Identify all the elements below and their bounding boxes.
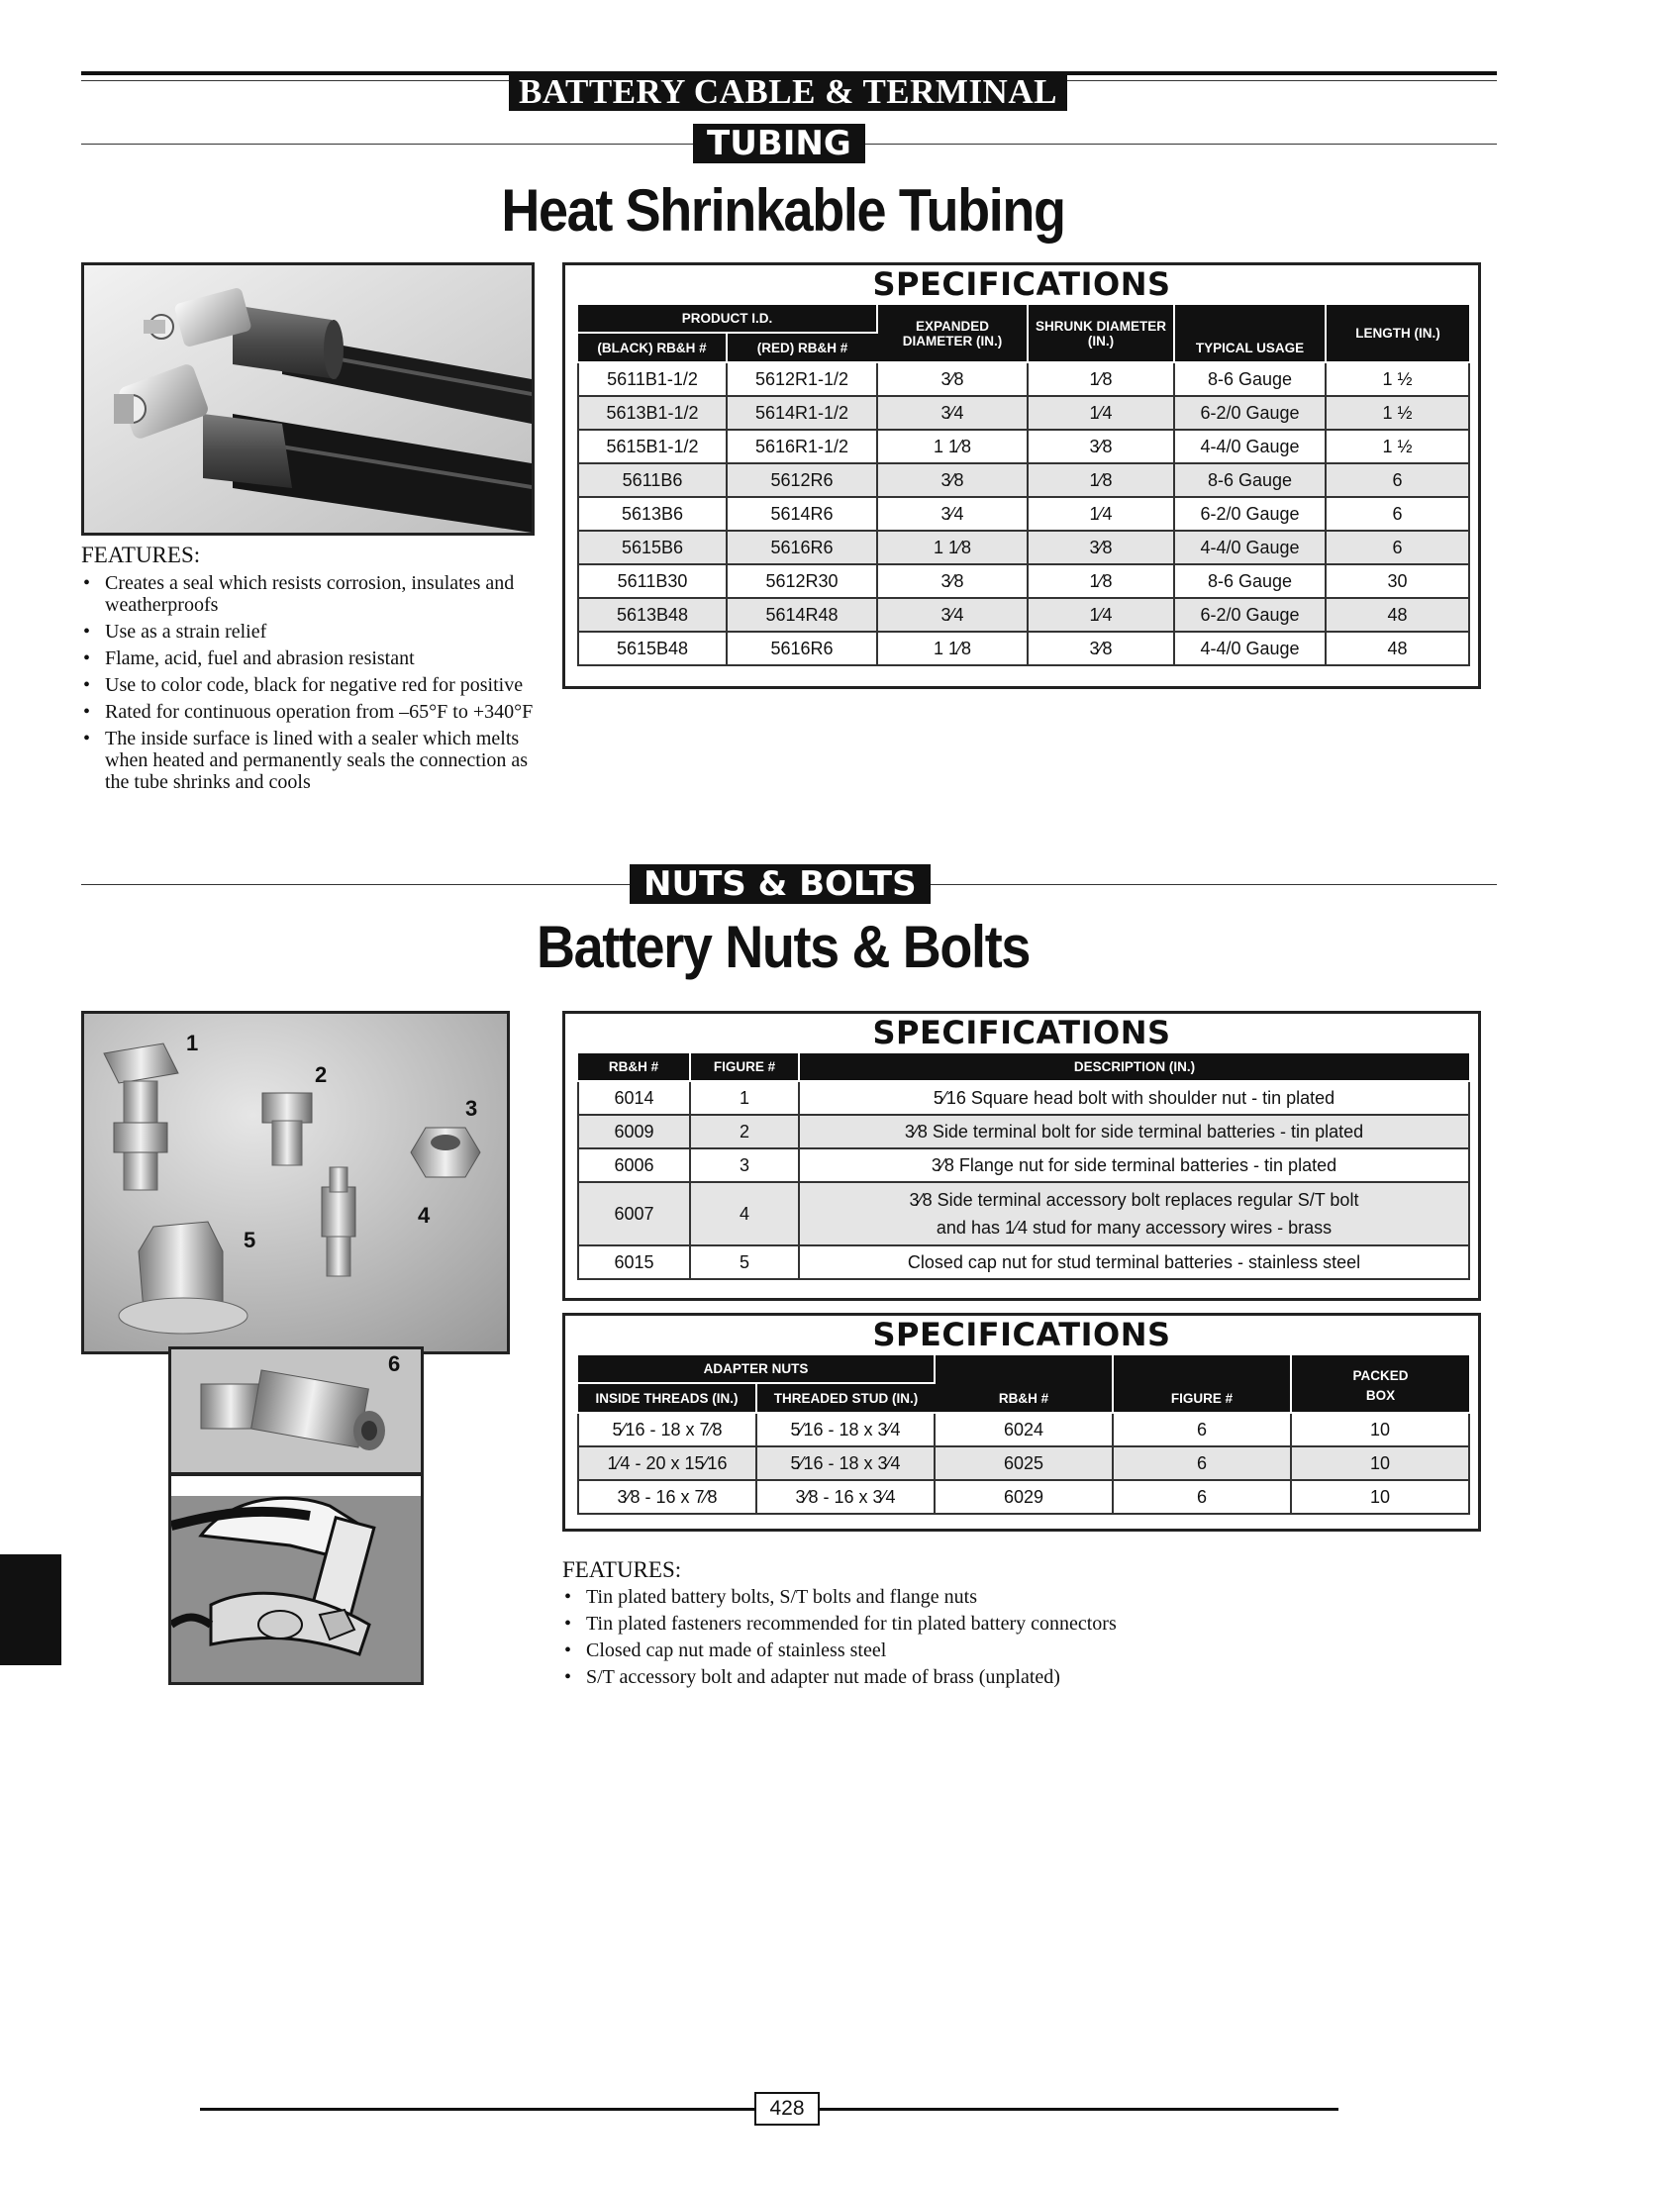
shrunk-diameter-cell: 3⁄8 bbox=[1028, 531, 1174, 564]
table-row bbox=[578, 564, 1469, 598]
description-cell: 3⁄8 Flange nut for side terminal batteries - tin plated bbox=[799, 1148, 1469, 1182]
nuts-bolts-photo bbox=[81, 1011, 510, 1354]
typical-usage-cell: 6-2/0 Gauge bbox=[1174, 598, 1326, 632]
list-item: • The inside surface is lined with a sealer which melts when heated and permanently seals the connection as the tube shrinks and cools bbox=[81, 728, 537, 793]
list-item: • Closed cap nut made of stainless steel bbox=[562, 1639, 1453, 1661]
table-row bbox=[578, 430, 1469, 463]
heat-shrink-tubing-photo bbox=[81, 262, 535, 536]
table-row bbox=[578, 531, 1469, 564]
black-rbh-header: (BLACK) RB&H # bbox=[578, 333, 727, 362]
adapter-spec-title: SPECIFICATIONS bbox=[872, 1316, 1171, 1353]
length-cell: 48 bbox=[1326, 598, 1469, 632]
table-row bbox=[578, 1115, 1469, 1148]
table-row bbox=[578, 1182, 1469, 1245]
typical-usage-cell: 4-4/0 Gauge bbox=[1174, 531, 1326, 564]
tubing-spec-title: SPECIFICATIONS bbox=[872, 265, 1171, 303]
tubing-illustration bbox=[84, 265, 532, 533]
red-rbh-header: (RED) RB&H # bbox=[727, 333, 877, 362]
category-banner: BATTERY CABLE & TERMINAL bbox=[509, 73, 1067, 111]
description-cell bbox=[799, 1182, 1469, 1245]
tubing-page-title: Heat Shrinkable Tubing bbox=[501, 177, 1065, 244]
black-rbh-cell: 5613B1-1/2 bbox=[578, 396, 727, 430]
description-cell: 5⁄16 Square head bolt with shoulder nut - tin plated bbox=[799, 1081, 1469, 1115]
black-rbh-cell: 5615B48 bbox=[578, 632, 727, 665]
list-item: • Use as a strain relief bbox=[81, 621, 537, 643]
typical-usage-cell: 4-4/0 Gauge bbox=[1174, 632, 1326, 665]
bolts-spec-table bbox=[577, 1053, 1470, 1280]
expanded-diameter-cell: 3⁄8 bbox=[877, 362, 1028, 396]
list-item: • S/T accessory bolt and adapter nut made of brass (unplated) bbox=[562, 1666, 1453, 1688]
red-rbh-cell: 5612R30 bbox=[727, 564, 877, 598]
threaded-stud-cell: 3⁄8 - 16 x 3⁄4 bbox=[756, 1480, 935, 1514]
rbh-cell: 6025 bbox=[935, 1446, 1113, 1480]
black-rbh-cell: 5613B6 bbox=[578, 497, 727, 531]
bolts-spec-box bbox=[562, 1011, 1481, 1301]
chapter-tab bbox=[0, 1554, 61, 1665]
description-cell: Closed cap nut for stud terminal batteries - stainless steel bbox=[799, 1245, 1469, 1279]
threaded-stud-cell: 5⁄16 - 18 x 3⁄4 bbox=[756, 1446, 935, 1480]
shrunk-diameter-header: SHRUNK DIAMETER (IN.) bbox=[1028, 305, 1174, 362]
length-cell: 1 ½ bbox=[1326, 362, 1469, 396]
expanded-diameter-cell: 1 1⁄8 bbox=[877, 430, 1028, 463]
red-rbh-cell: 5614R6 bbox=[727, 497, 877, 531]
list-item: • Creates a seal which resists corrosion, insulates and weatherproofs bbox=[81, 572, 537, 616]
shrunk-diameter-cell: 1⁄8 bbox=[1028, 564, 1174, 598]
adapter-nut-photo bbox=[168, 1346, 424, 1475]
typical-usage-cell: 6-2/0 Gauge bbox=[1174, 497, 1326, 531]
typical-usage-cell: 4-4/0 Gauge bbox=[1174, 430, 1326, 463]
threaded-stud-header: THREADED STUD (IN.) bbox=[756, 1383, 935, 1413]
page-number: 428 bbox=[754, 2092, 820, 2126]
black-rbh-cell: 5615B1-1/2 bbox=[578, 430, 727, 463]
rbh-cell: 6014 bbox=[578, 1081, 690, 1115]
packed-box-cell: 10 bbox=[1291, 1446, 1469, 1480]
nuts-bolts-features-list bbox=[562, 1586, 1453, 1693]
red-rbh-cell: 5612R6 bbox=[727, 463, 877, 497]
rbh-cell: 6006 bbox=[578, 1148, 690, 1182]
shrunk-diameter-cell: 1⁄4 bbox=[1028, 497, 1174, 531]
list-item: • Use to color code, black for negative red for positive bbox=[81, 674, 537, 696]
expanded-diameter-cell: 3⁄4 bbox=[877, 598, 1028, 632]
table-row bbox=[578, 1480, 1469, 1514]
table-row bbox=[578, 632, 1469, 665]
table-row bbox=[578, 396, 1469, 430]
black-rbh-cell: 5611B1-1/2 bbox=[578, 362, 727, 396]
expanded-diameter-header: EXPANDED DIAMETER (IN.) bbox=[877, 305, 1028, 362]
description-header: DESCRIPTION (IN.) bbox=[799, 1053, 1469, 1081]
red-rbh-cell: 5614R48 bbox=[727, 598, 877, 632]
length-cell: 6 bbox=[1326, 497, 1469, 531]
adapter-nuts-group-header: ADAPTER NUTS bbox=[578, 1355, 935, 1383]
typical-usage-cell: 8-6 Gauge bbox=[1174, 564, 1326, 598]
typical-usage-cell: 8-6 Gauge bbox=[1174, 362, 1326, 396]
table-row bbox=[578, 1081, 1469, 1115]
expanded-diameter-cell: 3⁄8 bbox=[877, 463, 1028, 497]
description-line-1: 3⁄8 Side terminal accessory bolt replaces regular S/T bolt bbox=[909, 1190, 1359, 1210]
inside-threads-cell: 5⁄16 - 18 x 7⁄8 bbox=[578, 1413, 756, 1446]
accessory-bolt-drawing bbox=[171, 1476, 421, 1682]
product-id-header: PRODUCT I.D. bbox=[578, 305, 877, 333]
packed-box-cell: 10 bbox=[1291, 1480, 1469, 1514]
expanded-diameter-cell: 1 1⁄8 bbox=[877, 632, 1028, 665]
adapter-spec-table bbox=[577, 1355, 1470, 1515]
length-cell: 6 bbox=[1326, 531, 1469, 564]
table-row bbox=[578, 362, 1469, 396]
figure-cell: 6 bbox=[1113, 1413, 1291, 1446]
nuts-bolts-features-title: FEATURES: bbox=[562, 1557, 682, 1582]
length-header: LENGTH (IN.) bbox=[1326, 305, 1469, 362]
list-item: • Rated for continuous operation from –65°F to +340°F bbox=[81, 701, 537, 723]
rbh-cell: 6024 bbox=[935, 1413, 1113, 1446]
list-item: • Tin plated battery bolts, S/T bolts and flange nuts bbox=[562, 1586, 1453, 1608]
typical-usage-cell: 8-6 Gauge bbox=[1174, 463, 1326, 497]
black-rbh-cell: 5611B30 bbox=[578, 564, 727, 598]
red-rbh-cell: 5616R6 bbox=[727, 531, 877, 564]
rbh-cell: 6029 bbox=[935, 1480, 1113, 1514]
inside-threads-cell: 3⁄8 - 16 x 7⁄8 bbox=[578, 1480, 756, 1514]
rbh-header: RB&H # bbox=[578, 1053, 690, 1081]
rbh-cell: 6015 bbox=[578, 1245, 690, 1279]
length-cell: 48 bbox=[1326, 632, 1469, 665]
table-row bbox=[578, 1446, 1469, 1480]
adapter-nuts-spec-box bbox=[562, 1313, 1481, 1532]
nuts-bolts-section-label: NUTS & BOLTS bbox=[630, 864, 931, 904]
table-row bbox=[578, 1413, 1469, 1446]
figure-header: FIGURE # bbox=[690, 1053, 799, 1081]
black-rbh-cell: 5613B48 bbox=[578, 598, 727, 632]
adapter-figure-header: FIGURE # bbox=[1113, 1355, 1291, 1413]
black-rbh-cell: 5611B6 bbox=[578, 463, 727, 497]
adapter-rbh-header: RB&H # bbox=[935, 1355, 1113, 1413]
shrunk-diameter-cell: 1⁄4 bbox=[1028, 598, 1174, 632]
nuts-bolts-illustration bbox=[84, 1014, 507, 1351]
table-row bbox=[578, 1148, 1469, 1182]
red-rbh-cell: 5616R1-1/2 bbox=[727, 430, 877, 463]
figure-cell: 4 bbox=[690, 1182, 799, 1245]
table-row bbox=[578, 497, 1469, 531]
nuts-bolts-page-title: Battery Nuts & Bolts bbox=[536, 914, 1031, 980]
figure-number-2: 2 bbox=[315, 1062, 328, 1087]
shrunk-diameter-cell: 3⁄8 bbox=[1028, 632, 1174, 665]
list-item: • Tin plated fasteners recommended for tin plated battery connectors bbox=[562, 1613, 1453, 1635]
figure-number-1: 1 bbox=[186, 1031, 199, 1055]
description-cell: 3⁄8 Side terminal bolt for side terminal batteries - tin plated bbox=[799, 1115, 1469, 1148]
figure-number-5: 5 bbox=[244, 1228, 256, 1252]
expanded-diameter-cell: 3⁄4 bbox=[877, 497, 1028, 531]
length-cell: 1 ½ bbox=[1326, 430, 1469, 463]
figure-cell: 1 bbox=[690, 1081, 799, 1115]
inside-threads-cell: 1⁄4 - 20 x 15⁄16 bbox=[578, 1446, 756, 1480]
figure-cell: 3 bbox=[690, 1148, 799, 1182]
length-cell: 30 bbox=[1326, 564, 1469, 598]
table-row bbox=[578, 598, 1469, 632]
rbh-cell: 6007 bbox=[578, 1182, 690, 1245]
figure-cell: 5 bbox=[690, 1245, 799, 1279]
table-row bbox=[578, 1245, 1469, 1279]
black-rbh-cell: 5615B6 bbox=[578, 531, 727, 564]
shrunk-diameter-cell: 3⁄8 bbox=[1028, 430, 1174, 463]
red-rbh-cell: 5612R1-1/2 bbox=[727, 362, 877, 396]
figure-cell: 2 bbox=[690, 1115, 799, 1148]
shrunk-diameter-cell: 1⁄8 bbox=[1028, 362, 1174, 396]
tubing-section-label: TUBING bbox=[693, 124, 865, 163]
threaded-stud-cell: 5⁄16 - 18 x 3⁄4 bbox=[756, 1413, 935, 1446]
expanded-diameter-cell: 3⁄4 bbox=[877, 396, 1028, 430]
length-cell: 6 bbox=[1326, 463, 1469, 497]
table-row bbox=[578, 463, 1469, 497]
rbh-cell: 6009 bbox=[578, 1115, 690, 1148]
figure-cell: 6 bbox=[1113, 1480, 1291, 1514]
figure-number-6: 6 bbox=[388, 1351, 401, 1376]
figure-number-4: 4 bbox=[418, 1203, 431, 1228]
list-item: • Flame, acid, fuel and abrasion resistant bbox=[81, 647, 537, 669]
tubing-spec-table bbox=[577, 305, 1470, 666]
red-rbh-cell: 5616R6 bbox=[727, 632, 877, 665]
accessory-bolt-illustration-box bbox=[168, 1473, 424, 1685]
expanded-diameter-cell: 3⁄8 bbox=[877, 564, 1028, 598]
inside-threads-header: INSIDE THREADS (IN.) bbox=[578, 1383, 756, 1413]
tubing-spec-box bbox=[562, 262, 1481, 689]
adapter-nut-illustration bbox=[171, 1349, 421, 1472]
figure-number-3: 3 bbox=[465, 1096, 478, 1121]
packed-box-header: PACKED BOX bbox=[1291, 1355, 1469, 1413]
figure-cell: 6 bbox=[1113, 1446, 1291, 1480]
red-rbh-cell: 5614R1-1/2 bbox=[727, 396, 877, 430]
bolts-spec-title: SPECIFICATIONS bbox=[872, 1014, 1171, 1051]
packed-box-cell: 10 bbox=[1291, 1413, 1469, 1446]
tubing-features-list bbox=[81, 572, 537, 798]
tubing-features-title: FEATURES: bbox=[81, 543, 201, 567]
typical-usage-cell: 6-2/0 Gauge bbox=[1174, 396, 1326, 430]
shrunk-diameter-cell: 1⁄8 bbox=[1028, 463, 1174, 497]
description-line-2: and has 1⁄4 stud for many accessory wires - brass bbox=[936, 1218, 1333, 1238]
typical-usage-header: TYPICAL USAGE bbox=[1174, 305, 1326, 362]
expanded-diameter-cell: 1 1⁄8 bbox=[877, 531, 1028, 564]
shrunk-diameter-cell: 1⁄4 bbox=[1028, 396, 1174, 430]
length-cell: 1 ½ bbox=[1326, 396, 1469, 430]
